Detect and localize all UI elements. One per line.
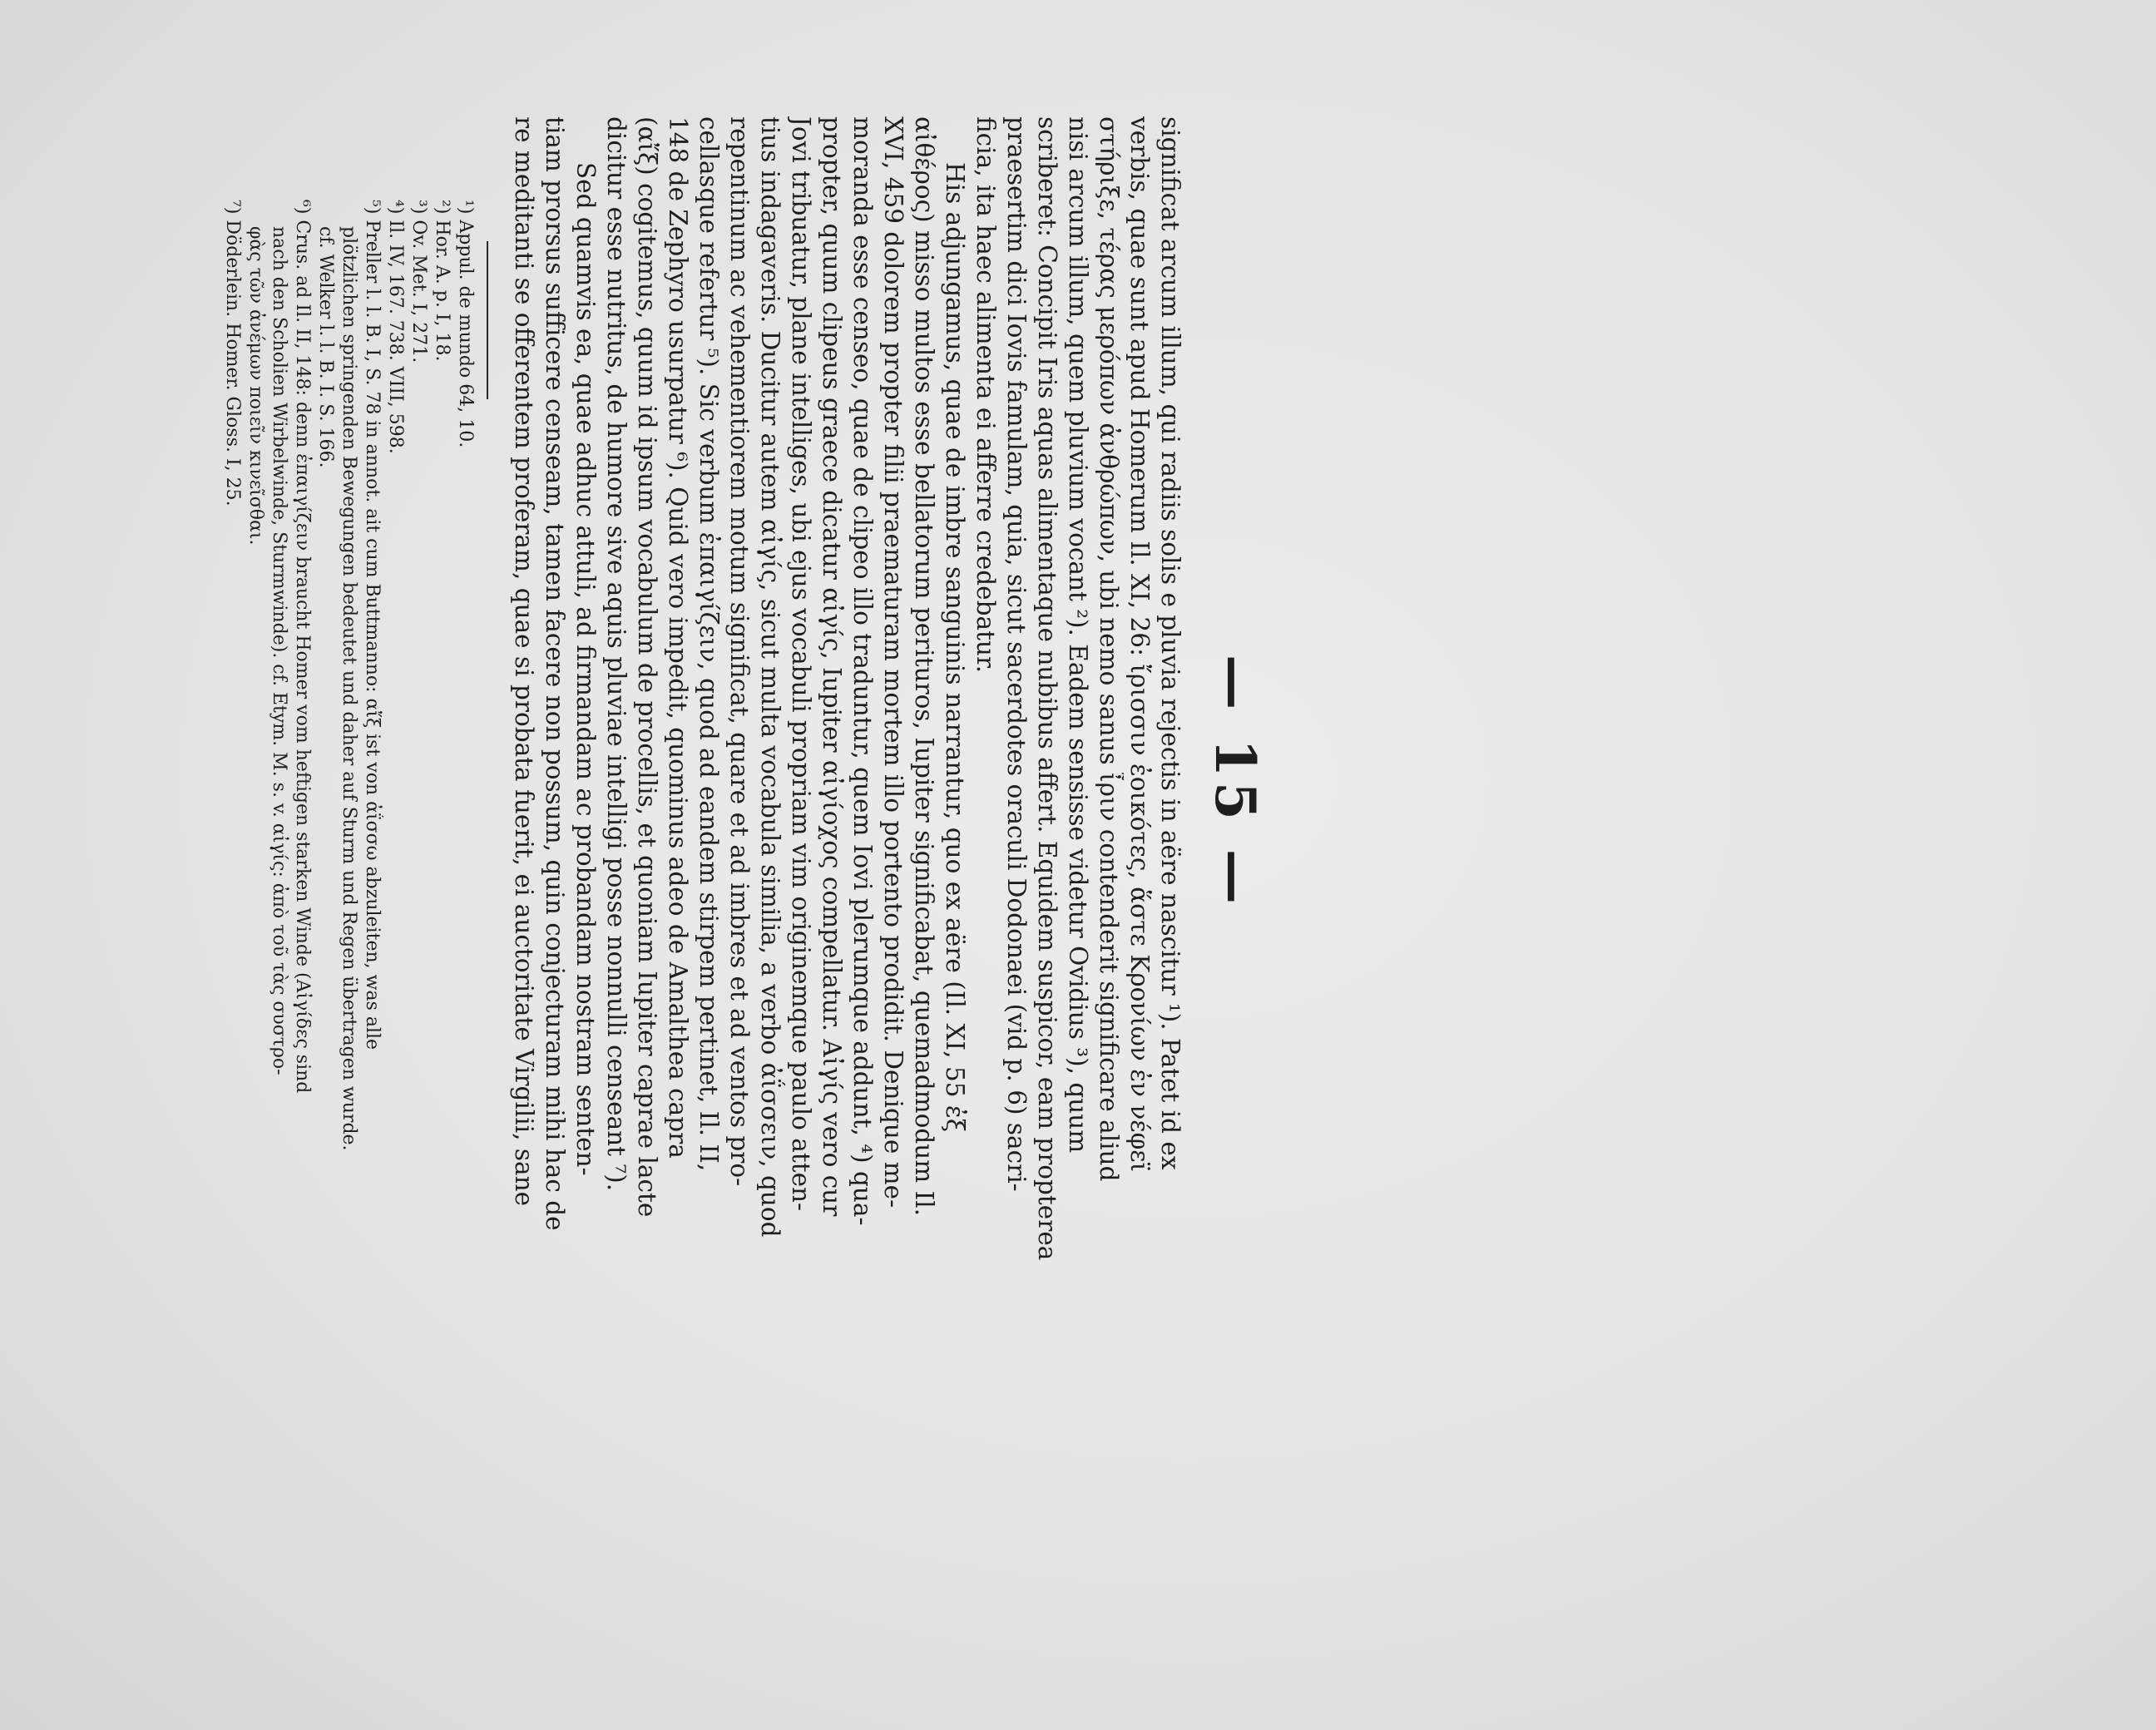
page-body — [222, 116, 1185, 1514]
body-line: nisi arcum illum, quem pluvium vocant ²). Eadem sensisse videtur Ovidius ³), quum — [1064, 116, 1092, 1154]
body-line: στήριξε, τέρας μερόπων ἀνθρώπων, ubi nemo sanus ἶριν contenderit significare aliud — [1095, 116, 1123, 1182]
body-line: tiam prorsus sufficere censeam, tamen facere non possum, quin conjecturam mihi hac de — [541, 116, 569, 1231]
footnote: ³) Ov. Met. I, 271. — [408, 200, 429, 363]
footnote: ⁶) Crus. ad Il. II, 148: denn ἐπαιγίζειν braucht Homer vom heftigen starken Winde (Αἰγίδες sind — [292, 200, 313, 1094]
body-line: cellasque refertur ⁵). Sic verbum ἐπαιγίζειν, quod ad eandem stirpem pertinet, Il. II, — [695, 116, 723, 1172]
footnote-divider — [487, 241, 488, 399]
body-line: (αἴξ) cogitemus, quum id ipsum vocabulum de procellis, et quoniam Iupiter caprae lacte — [633, 116, 661, 1218]
body-line: His adjungamus, quae de imbre sanguinis narrantur, quo ex aëre (Il. XI, 55 ἐξ — [941, 162, 969, 1132]
body-line: propter, quum clipeus graece dicatur αἰγίς, Iupiter αἰγίοχος compellatur. Αἰγίς vero cur — [818, 116, 846, 1217]
body-line: verbis, quae sunt apud Homerum Il. XI, 26: ἴρισσιν ἐοικότες, ἅστε Κρονίων ἐν νέφεϊ — [1125, 116, 1154, 1173]
body-line: tius indagaveris. Ducitur autem αἰγίς, sicut multa vocabula similia, a verbo ἀΐσσειν, quod — [756, 116, 784, 1238]
rotated-page — [133, 0, 2063, 1597]
body-line: XVI, 459 dolorem propter filii praematuram mortem illo portento prodidit. Denique me- — [879, 116, 907, 1209]
body-line: significat arcum illum, qui radiis solis e pluvia rejectis in aëre nascitur ¹). Patet id ex — [1156, 116, 1184, 1170]
footnote: cf. Welker l. l. B. I. S. 166. — [315, 226, 336, 468]
footnote: ²) Hor. A. p. I, 18. — [432, 200, 452, 362]
body-line: dicitur esse nutritus, de humore sive aquis pluviae intelligi posse nonnulli censeant ⁷). — [602, 116, 630, 1192]
body-line: re meditanti se offerentem proferam, quae si probata fuerit, ei auctoritate Virgilii, sane — [510, 116, 538, 1207]
body-line: 148 de Zephyro usurpatur ⁶). Quid vero impedit, quominus adeo de Amalthea capra — [664, 116, 692, 1159]
footnote: nach den Scholien Wirbelwinde, Sturmwinde). cf. Etym. M. s. v. αἰγίς: ἀπὸ τοῦ τὰς συστρο- — [269, 226, 289, 1075]
footnote: φὰς τῶν ἀνέμων ποιεῖν κινεῖσθαι. — [245, 226, 266, 546]
body-line: repentinum ac vehementiorem motum significat, quare et ad imbres et ad ventos pro- — [725, 116, 754, 1187]
footnote: plötzlichen springenden Bewegungen bedeutet und daher auf Sturm und Regen übertragen wurde. — [339, 226, 359, 1151]
page-number: — 15 — — [1203, 655, 1268, 909]
body-line: moranda esse censeo, quae de clipeo illo traduntur, quem Iovi plerumque addunt, ⁴) qua- — [848, 116, 877, 1226]
body-line: scriberet: Concipit Iris aquas alimentaque nubibus affert. Equidem suspicor, eam propterea — [1033, 116, 1061, 1261]
footnote: ⁵) Preller l. l. B. I, S. 78 in annot. ait cum Buttmanno: αἴξ ist von ἀΐσσω abzuleiten, was alle — [362, 200, 383, 1050]
footnote: ⁴) Il. IV, 167. 738. VIII, 598. — [385, 200, 406, 454]
body-line: αἰθέρος) misso multos esse bellatorum perituros, Iupiter significabat, quemadmodum Il. — [910, 116, 938, 1217]
footnote: ¹) Appul. de mundo 64, 10. — [455, 200, 476, 448]
footnote: ⁷) Döderlein. Homer. Gloss. I, 25. — [222, 200, 243, 507]
body-line: Jovi tribuatur, plane intelliges, ubi ejus vocabuli propriam vim originemque paulo atten- — [787, 116, 815, 1211]
body-line: ficia, ita haec alimenta ei afferre credebatur. — [972, 116, 1000, 674]
body-line: praesertim dici Iovis famulam, quia, sicut sacerdotes oraculi Dodonaei (vid p. 6) sacri- — [1002, 116, 1031, 1192]
body-line: Sed quamvis ea, quae adhuc attuli, ad firmandam ac probandam nostram senten- — [571, 162, 600, 1176]
